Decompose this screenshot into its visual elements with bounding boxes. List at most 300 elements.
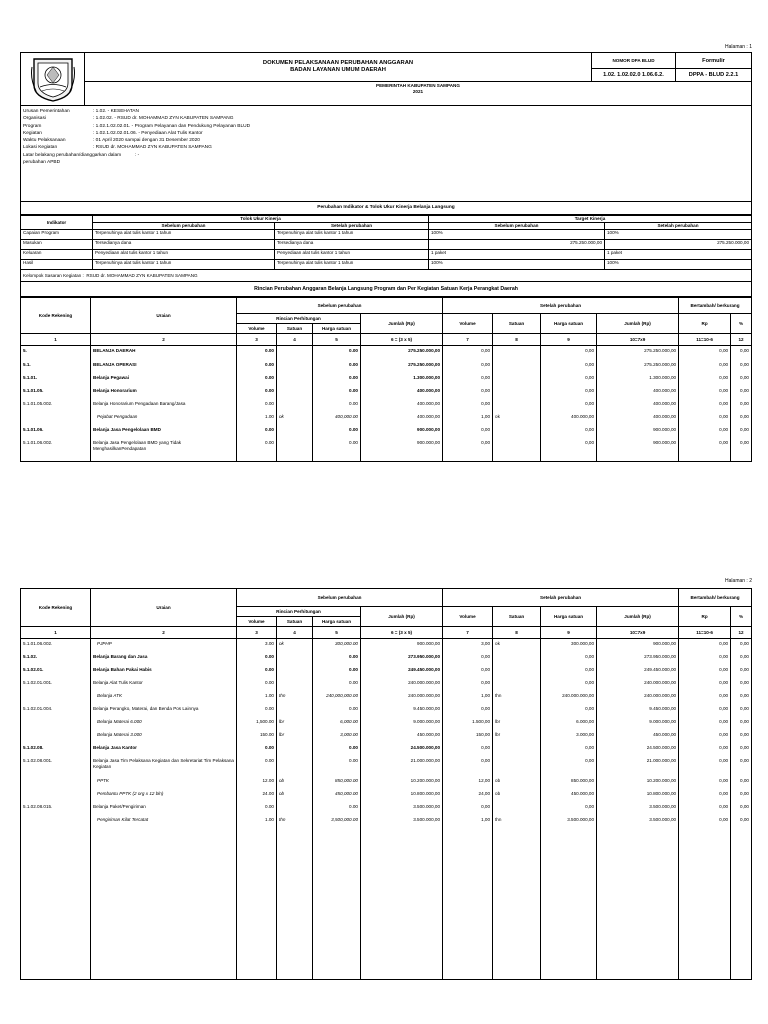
cell-vol: 0.00 [237,373,277,386]
table-row [21,412,752,425]
cell-sat: ok [277,639,313,652]
cell-rp: 0,00 [679,678,731,691]
cell-rp: 0,00 [679,346,731,360]
table-row [21,756,752,776]
cell-pct: 0,00 [731,704,752,717]
cell-sat2 [493,704,541,717]
cell-vol2: 0,00 [443,665,493,678]
cell-harga2: 0,00 [541,665,597,678]
table-row [21,652,752,665]
rp-header: Rp [679,314,731,334]
cell-kode [21,789,91,802]
satuan-header-2: Satuan [493,314,541,334]
table-row [21,399,752,412]
cell-pct: 0,00 [731,789,752,802]
cell-vol2: 150,00 [443,730,493,743]
cell-pct: 0,00 [731,665,752,678]
tolok-before-header: Sebelum perubahan [93,223,275,230]
cell-sat [277,678,313,691]
cell-jumlah: 1.300.000,00 [361,373,443,386]
cell-vol: 0.00 [237,652,277,665]
table-row [21,802,752,815]
cell-jumlah2: 21.000.000,00 [597,756,679,776]
cell-rp: 0,00 [679,438,731,458]
cell-jumlah2: 400.000,00 [597,412,679,425]
cell-vol: 1.00 [237,412,277,425]
cell-pct: 0,00 [731,802,752,815]
tolok-after-header: Setelah perubahan [275,223,429,230]
jumlah-header: Jumlah (Rp) [361,314,443,334]
cell-jumlah2: 3.500.000,00 [597,802,679,815]
cell-jumlah: 24.500.000,00 [361,743,443,756]
cell-jumlah2: 9.000.000,00 [597,717,679,730]
column-number-row: 1 2 3 4 5 6 = (3 x 5) 7 8 9 10=7x9 11=10-6 12 [21,334,752,346]
cell-harga2: 0,00 [541,678,597,691]
cell-harga: 300,000.00 [313,639,361,652]
cell-sat2 [493,438,541,458]
cell-jumlah: 3.500.000,00 [361,802,443,815]
info-row: Lokasi Kegiatan : RSUD dr. MOHAMMAD ZYN KABUPATEN SAMPANG [23,145,212,151]
cell-uraian: Belanja Alat Tulis Kantor [91,678,237,691]
bertambah-header: Bertambah/ berkurang [679,298,752,314]
cell-sat [277,652,313,665]
cell-vol: 1,500.00 [237,717,277,730]
cell-rp: 0,00 [679,652,731,665]
cell-rp: 0,00 [679,665,731,678]
cell-kode [21,412,91,425]
cell-kode [21,730,91,743]
cell-pct: 0,00 [731,373,752,386]
cell-sat [277,346,313,360]
cell-vol: 3.00 [237,639,277,652]
cell-sat [277,802,313,815]
column-number-row: 1 2 3 4 5 6 = (3 x 5) 7 8 9 10=7x9 11=10-6 12 [21,627,752,639]
table-row [21,730,752,743]
cell-pct: 0,00 [731,425,752,438]
cell-vol2: 0,00 [443,802,493,815]
table-row [21,776,752,789]
cell-rp: 0,00 [679,412,731,425]
cell-sat: ob [277,776,313,789]
cell-vol: 150.00 [237,730,277,743]
table-row [21,678,752,691]
cell-uraian: Belanja Honorarium Pengadaan Barang/Jasa [91,399,237,412]
cell-jumlah2: 275.250.000,00 [597,360,679,373]
info-row: Waktu Pelaksanaan : 01 April 2020 sampai dengan 31 Desember 2020 [23,138,200,144]
cell-kode [21,691,91,704]
table-row [21,639,752,652]
nomor-value: 1.02. 1.02.02.0 1.06.6.2. [592,69,676,81]
indikator-row: Capaian Program Terpenuhinya alat tulis kantor 1 tahun Terpenuhinya alat tulis kantor 1 tahun 100% 100% [21,230,752,240]
cell-jumlah2: 240.000.000,00 [597,691,679,704]
cell-pct: 0,00 [731,756,752,776]
cell-harga2: 6.000,00 [541,717,597,730]
cell-harga2: 0,00 [541,438,597,458]
cell-vol: 0.00 [237,386,277,399]
cell-uraian: Belanja Pegawai [91,373,237,386]
cell-sat2: lbr [493,730,541,743]
cell-vol: 24.00 [237,789,277,802]
cell-sat2 [493,399,541,412]
cell-harga2: 400.000,00 [541,412,597,425]
cell-vol: 0.00 [237,360,277,373]
cell-sat2: lbr [493,717,541,730]
cell-pct: 0,00 [731,360,752,373]
cell-harga: 0.00 [313,743,361,756]
cell-sat [277,425,313,438]
indikator-row: Keluaran Penyediaan alat tulis kantor 1 tahun Penyediaan alat tulis kantor 1 tahun 1 paket 1 paket [21,250,752,260]
target-header: Target Kinerja [429,216,752,223]
cell-kode: 5.1. [21,360,91,373]
cell-harga2: 450.000,00 [541,789,597,802]
regency-emblem-icon [23,53,83,105]
cell-uraian: BELANJA DAERAH [91,346,237,360]
filler-row [21,458,752,462]
cell-sat: ok [277,412,313,425]
cell-vol2: 24,00 [443,789,493,802]
cell-harga2: 3.000,00 [541,730,597,743]
cell-jumlah: 275.250.000,00 [361,346,443,360]
cell-rp: 0,00 [679,691,731,704]
cell-sat2: ok [493,412,541,425]
info-row: Program : 1.02.1.02.02.01. - Program Pelayanan dan Pendukung Pelayanan BLUD [23,123,251,129]
cell-kode: 5.1.01.05. [21,386,91,399]
cell-sat2 [493,678,541,691]
cell-harga: 0.00 [313,438,361,458]
cell-pct: 0,00 [731,730,752,743]
cell-kode: 5.1.01.05.002. [21,399,91,412]
cell-harga2: 0,00 [541,802,597,815]
cell-vol2: 0,00 [443,652,493,665]
setelah-header: Setelah perubahan [443,298,679,314]
cell-jumlah: 9.450.000,00 [361,704,443,717]
cell-harga: 0.00 [313,652,361,665]
cell-harga2: 0,00 [541,704,597,717]
fiscal-year: 2021 [412,88,424,94]
cell-vol2: 12,00 [443,776,493,789]
table-row [21,665,752,678]
cell-rp: 0,00 [679,386,731,399]
cell-jumlah2: 450.000,00 [597,730,679,743]
info-row: perubahan APBD [23,160,61,166]
uraian-header: Uraian [91,589,237,627]
table-row [21,789,752,802]
cell-harga2: 0,00 [541,652,597,665]
cell-jumlah2: 900.000,00 [597,425,679,438]
cell-uraian: Belanja Honorarium [91,386,237,399]
cell-jumlah: 400.000,00 [361,412,443,425]
cell-kode: 5.1.01.06.002. [21,438,91,458]
cell-kode: 5.1.02.01. [21,665,91,678]
cell-vol2: 1,00 [443,691,493,704]
cell-uraian: Belanja Materai 3.000 [91,730,237,743]
kelompok-sasaran: Kelompok Sasaran Kegiatan : RSUD dr. MOHAMMAD ZYN KABUPATEN SAMPANG [21,270,752,282]
info-row: Latar belakang perubahan/dianggarkan dalam : - [23,152,140,158]
info-box [20,106,752,202]
indikator-row: Masukan Tersedianya dana Tersedianya dana 275.250.000,00 275.250.000,00 [21,240,752,250]
cell-sat2 [493,386,541,399]
cell-harga: 0.00 [313,425,361,438]
cell-jumlah2: 24.500.000,00 [597,743,679,756]
cell-sat: lbr [277,717,313,730]
cell-pct: 0,00 [731,412,752,425]
volume-header: Volume [237,617,277,627]
cell-jumlah: 900.000,00 [361,438,443,458]
tolok-header: Tolok Ukur Kinerja [93,216,429,223]
cell-jumlah: 240.000.000,00 [361,678,443,691]
cell-pct: 0,00 [731,717,752,730]
cell-jumlah2: 240.000.000,00 [597,678,679,691]
cell-pct: 0,00 [731,743,752,756]
cell-vol2: 0,00 [443,743,493,756]
cell-jumlah2: 3.500.000,00 [597,815,679,828]
cell-jumlah2: 400.000,00 [597,386,679,399]
pct-header: % [731,607,752,627]
table-row [21,704,752,717]
rincian-header: Rincian Perhitungan [237,607,361,617]
cell-uraian: Pejabat Pengadaan [91,412,237,425]
cell-vol2: 1,00 [443,412,493,425]
cell-rp: 0,00 [679,743,731,756]
cell-rp: 0,00 [679,815,731,828]
cell-jumlah2: 10.800.000,00 [597,789,679,802]
cell-jumlah: 275.250.000,00 [361,360,443,373]
cell-rp: 0,00 [679,717,731,730]
rincian-title: Rincian Perubahan Anggaran Belanja Langsung Program dan Per Kegiatan Satuan Kerja Perangkat Daerah [20,282,752,297]
kode-header: Kode Rekening [21,298,91,334]
cell-harga2: 0,00 [541,399,597,412]
cell-vol: 0.00 [237,438,277,458]
cell-uraian: Belanja Jasa Pengelolaan BMD yang Tidak MenghasilkanPendapatan [91,438,237,458]
cell-vol: 0.00 [237,665,277,678]
cell-sat2 [493,652,541,665]
cell-kode: 5.1.01.06. [21,425,91,438]
cell-kode: 5.1.02.08. [21,743,91,756]
page-number: Halaman : 2 [725,578,752,584]
cell-jumlah2: 400.000,00 [597,399,679,412]
cell-pct: 0,00 [731,438,752,458]
cell-vol2: 0,00 [443,346,493,360]
pct-header: % [731,314,752,334]
cell-sat: lbr [277,730,313,743]
cell-jumlah2: 275.250.000,00 [597,346,679,360]
cell-harga2: 0,00 [541,373,597,386]
jumlah-header: Jumlah (Rp) [361,607,443,627]
cell-uraian: Pengiriman Kilat Tercatat [91,815,237,828]
cell-rp: 0,00 [679,756,731,776]
cell-sat [277,386,313,399]
cell-vol: 0.00 [237,399,277,412]
cell-vol2: 0,00 [443,399,493,412]
harga-header-2: Harga satuan [541,314,597,334]
cell-rp: 0,00 [679,789,731,802]
table-row [21,360,752,373]
cell-sat [277,373,313,386]
logo-cell [21,53,85,106]
cell-harga: 0.00 [313,360,361,373]
cell-sat [277,360,313,373]
volume-header: Volume [237,324,277,334]
cell-jumlah: 400.000,00 [361,386,443,399]
table-row [21,717,752,730]
cell-vol2: 3,00 [443,639,493,652]
cell-sat [277,399,313,412]
cell-sat2: ok [493,639,541,652]
cell-uraian: BELANJA OPERASI [91,360,237,373]
cell-vol2: 0,00 [443,438,493,458]
cell-vol: 12.00 [237,776,277,789]
cell-vol: 1.00 [237,815,277,828]
cell-uraian: Belanja Barang dan Jasa [91,652,237,665]
cell-pct: 0,00 [731,678,752,691]
cell-harga2: 3.500.000,00 [541,815,597,828]
cell-uraian: Belanja Jasa Kantor [91,743,237,756]
cell-vol2: 0,00 [443,373,493,386]
cell-jumlah: 21.000.000,00 [361,756,443,776]
cell-vol2: 0,00 [443,756,493,776]
cell-jumlah: 900.000,00 [361,425,443,438]
table-row [21,438,752,458]
cell-kode: 5. [21,346,91,360]
cell-sat [277,665,313,678]
harga-header: Harga satuan [313,617,361,627]
rp-header: Rp [679,607,731,627]
cell-harga: 0.00 [313,756,361,776]
cell-rp: 0,00 [679,776,731,789]
cell-jumlah: 10.800.000,00 [361,789,443,802]
cell-sat2: thn [493,691,541,704]
cell-harga: 850,000.00 [313,776,361,789]
cell-harga: 400,000.00 [313,412,361,425]
cell-kode: 5.1.01. [21,373,91,386]
page-number: Halaman : 1 [725,44,752,50]
cell-rp: 0,00 [679,399,731,412]
cell-vol: 0.00 [237,743,277,756]
cell-sat [277,743,313,756]
cell-vol2: 0,00 [443,704,493,717]
sebelum-header: Sebelum perubahan [237,298,443,314]
cell-sat [277,438,313,458]
indikator-row: Hasil Terpenuhinya alat tulis kantor 1 tahun Terpenuhinya alat tulis kantor 1 tahun 100% 100% [21,260,752,270]
cell-harga2: 850.000,00 [541,776,597,789]
cell-harga: 0.00 [313,665,361,678]
cell-pct: 0,00 [731,399,752,412]
cell-jumlah: 9.000.000,00 [361,717,443,730]
formulir-label: Formulir [676,53,752,69]
cell-rp: 0,00 [679,704,731,717]
cell-sat: ob [277,789,313,802]
target-after-header: Setelah perubahan [605,223,752,230]
cell-harga2: 240.000.000,00 [541,691,597,704]
nomor-label: NOMOR DPA BLUD [592,53,676,69]
cell-kode [21,717,91,730]
formulir-value: DPPA - BLUD 2.2.1 [676,69,752,81]
cell-uraian: Belanja Jasa Tim Pelaksana Kegiatan dan Sekretariat Tim Pelaksana Kegiatan [91,756,237,776]
cell-uraian: Belanja Bahan Pakai Habis [91,665,237,678]
kode-header: Kode Rekening [21,589,91,627]
cell-vol2: 1,00 [443,815,493,828]
cell-harga: 3,500,000.00 [313,815,361,828]
cell-sat2 [493,425,541,438]
bertambah-header: Bertambah/ berkurang [679,589,752,607]
cell-jumlah2: 1.300.000,00 [597,373,679,386]
rincian-header: Rincian Perhitungan [237,314,361,324]
cell-pct: 0,00 [731,776,752,789]
document-header [20,52,752,106]
cell-vol: 0.00 [237,678,277,691]
table-row [21,815,752,828]
cell-uraian: PPTK [91,776,237,789]
uraian-header: Uraian [91,298,237,334]
cell-kode: 5.1.02.01.004. [21,704,91,717]
cell-harga: 0.00 [313,399,361,412]
cell-jumlah2: 10.200.000,00 [597,776,679,789]
indikator-title: Perubahan Indikator & Tolok Ukur Kinerja Belanja Langsung [20,202,752,215]
cell-kode: 5.1.02.08.015. [21,802,91,815]
cell-pct: 0,00 [731,815,752,828]
cell-kode: 5.1.02. [21,652,91,665]
indikator-table [20,215,752,282]
cell-rp: 0,00 [679,360,731,373]
cell-kode [21,815,91,828]
cell-kode [21,776,91,789]
cell-vol2: 0,00 [443,425,493,438]
cell-vol: 0.00 [237,704,277,717]
cell-sat: thn [277,815,313,828]
sebelum-header: Sebelum perubahan [237,589,443,607]
harga-header-2: Harga satuan [541,607,597,627]
cell-sat2: thn [493,815,541,828]
table-row [21,373,752,386]
cell-uraian: Belanja ATK [91,691,237,704]
cell-vol2: 0,00 [443,678,493,691]
cell-vol2: 0,00 [443,360,493,373]
cell-rp: 0,00 [679,425,731,438]
cell-pct: 0,00 [731,652,752,665]
cell-harga: 0.00 [313,678,361,691]
cell-vol: 1.00 [237,691,277,704]
cell-vol2: 0,00 [443,386,493,399]
cell-harga2: 0,00 [541,743,597,756]
target-before-header: Sebelum perubahan [429,223,605,230]
cell-uraian: Belanja Perangko, Materai, dan Benda Pos Lainnya [91,704,237,717]
cell-kode: 5.1.02.08.001. [21,756,91,776]
cell-pct: 0,00 [731,691,752,704]
volume-header-2: Volume [443,607,493,627]
cell-uraian: Pembantu PPTK (2 org x 12 bln) [91,789,237,802]
cell-jumlah2: 900.000,00 [597,639,679,652]
cell-jumlah: 240.000.000,00 [361,691,443,704]
cell-vol: 0.00 [237,346,277,360]
cell-jumlah2: 273.950.000,00 [597,652,679,665]
cell-sat2 [493,360,541,373]
info-row: Kegiatan : 1.02.1.02.02.01.06. - Penyediaan Alat Tulis Kantor [23,130,203,136]
jumlah-header-2: Jumlah (Rp) [597,607,679,627]
cell-sat2 [493,665,541,678]
cell-pct: 0,00 [731,386,752,399]
cell-jumlah: 400.000,00 [361,399,443,412]
cell-jumlah2: 9.450.000,00 [597,704,679,717]
cell-rp: 0,00 [679,373,731,386]
cell-jumlah: 249.450.000,00 [361,665,443,678]
cell-pct: 0,00 [731,639,752,652]
doc-title-1: DOKUMEN PELAKSANAAN PERUBAHAN ANGGARAN [262,59,414,66]
cell-uraian: Belanja Paket/Pengiriman [91,802,237,815]
cell-rp: 0,00 [679,730,731,743]
satuan-header: Satuan [277,617,313,627]
cell-sat2: ob [493,789,541,802]
jumlah-header-2: Jumlah (Rp) [597,314,679,334]
